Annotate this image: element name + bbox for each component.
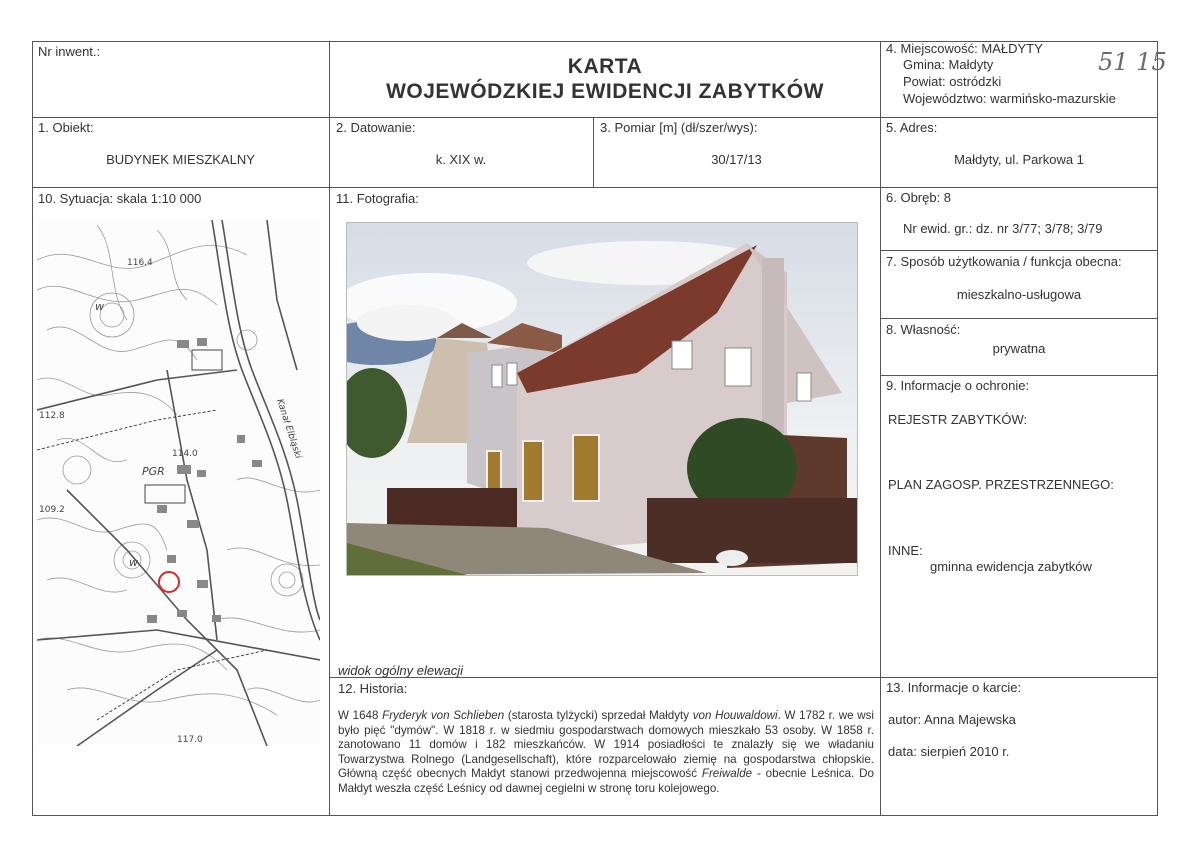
historia-label: 12. Historia: — [338, 681, 408, 696]
map-label-pgr: PGR — [142, 465, 165, 478]
card-title-sub: WOJEWÓDZKIEJ EWIDENCJI ZABYTKÓW — [386, 80, 824, 103]
historia-text: W 1648 Fryderyk von Schlieben (starosta tylżycki) sprzedał Małdyty von Houwaldowi. W 1782 r. we wsi było pięć "dymów". W 1818 r. w siedmiu gospodarstwach domowych mieszkało 53 osoby. W 1858 r. zanotowano 11 domów i 182 mieszkańców. W 1914 posiadłości te znalazły się we władaniu Towarzystwa Rolnego (Landgesellschaft), które rozparcelowało ziemię na gospodarstwa chłopskie. Główną część obecnych Małdyt stanowi przedwojenna miejscowość Freiwalde - obecnie Leśnica. Do Małdyt weszła część Leśnicy od dawnej cegielni w stronę toru kolejowego. — [338, 709, 874, 795]
data-karty: data: sierpień 2010 r. — [888, 744, 1010, 759]
powiat: Powiat: ostródzki — [903, 74, 1002, 89]
inne-label: INNE: — [888, 543, 923, 558]
karta-info-label: 13. Informacje o karcie: — [886, 680, 1022, 695]
adres-value: Małdyty, ul. Parkowa 1 — [954, 152, 1084, 167]
card-title: KARTA — [567, 55, 643, 78]
obiekt-label: 1. Obiekt: — [38, 120, 94, 135]
fotografia-label: 11. Fotografia: — [336, 191, 419, 206]
photo-caption: widok ogólny elewacji — [338, 663, 464, 678]
handwritten-number: 51 15 — [1098, 48, 1167, 76]
sposob-label: 7. Sposób użytkowania / funkcja obecna: — [886, 254, 1122, 269]
map-label-1164: 116.4 — [127, 258, 153, 268]
nr-inwent-label: Nr inwent.: — [38, 44, 101, 59]
miejscowosc: 4. Miejscowość: MAŁDYTY — [886, 41, 1043, 56]
inne-value: gminna ewidencja zabytków — [930, 559, 1092, 574]
wojewodztwo: Województwo: warmińsko-mazurskie — [903, 91, 1116, 106]
pomiar-value: 30/17/13 — [711, 152, 762, 167]
plan-label: PLAN ZAGOSP. PRZESTRZENNEGO: — [888, 477, 1114, 492]
topographic-map-image — [37, 220, 320, 746]
adres-label: 5. Adres: — [886, 120, 938, 135]
rejestr-label: REJESTR ZABYTKÓW: — [888, 412, 1028, 427]
datowanie-value: k. XIX w. — [435, 152, 487, 167]
map-label-1170: 117.0 — [177, 735, 203, 745]
situation-map — [37, 220, 320, 746]
ochrona-label: 9. Informacje o ochronie: — [886, 378, 1030, 393]
nr-ewid: Nr ewid. gr.: dz. nr 3/77; 3/78; 3/79 — [903, 221, 1103, 236]
map-label-1092: 109.2 — [39, 505, 65, 515]
datowanie-label: 2. Datowanie: — [336, 120, 416, 135]
obreb-label: 6. Obręb: 8 — [886, 190, 952, 205]
wlasnosc-label: 8. Własność: — [886, 322, 961, 337]
sytuacja-label: 10. Sytuacja: skala 1:10 000 — [38, 191, 202, 206]
map-label-w2: w — [129, 556, 138, 569]
autor: autor: Anna Majewska — [888, 712, 1016, 727]
obiekt-value: BUDYNEK MIESZKALNY — [106, 152, 255, 167]
sposob-value: mieszkalno-usługowa — [956, 287, 1082, 302]
pomiar-label: 3. Pomiar [m] (dł/szer/wys): — [600, 120, 758, 135]
map-label-1128: 112.8 — [39, 411, 65, 421]
wlasnosc-value: prywatna — [992, 341, 1046, 356]
gmina: Gmina: Małdyty — [903, 57, 994, 72]
map-label-w1: w — [95, 300, 104, 313]
map-label-1140: 114.0 — [172, 449, 198, 459]
building-photo — [346, 222, 858, 576]
map-label-kanal: Kanał Elbląski — [274, 397, 303, 460]
